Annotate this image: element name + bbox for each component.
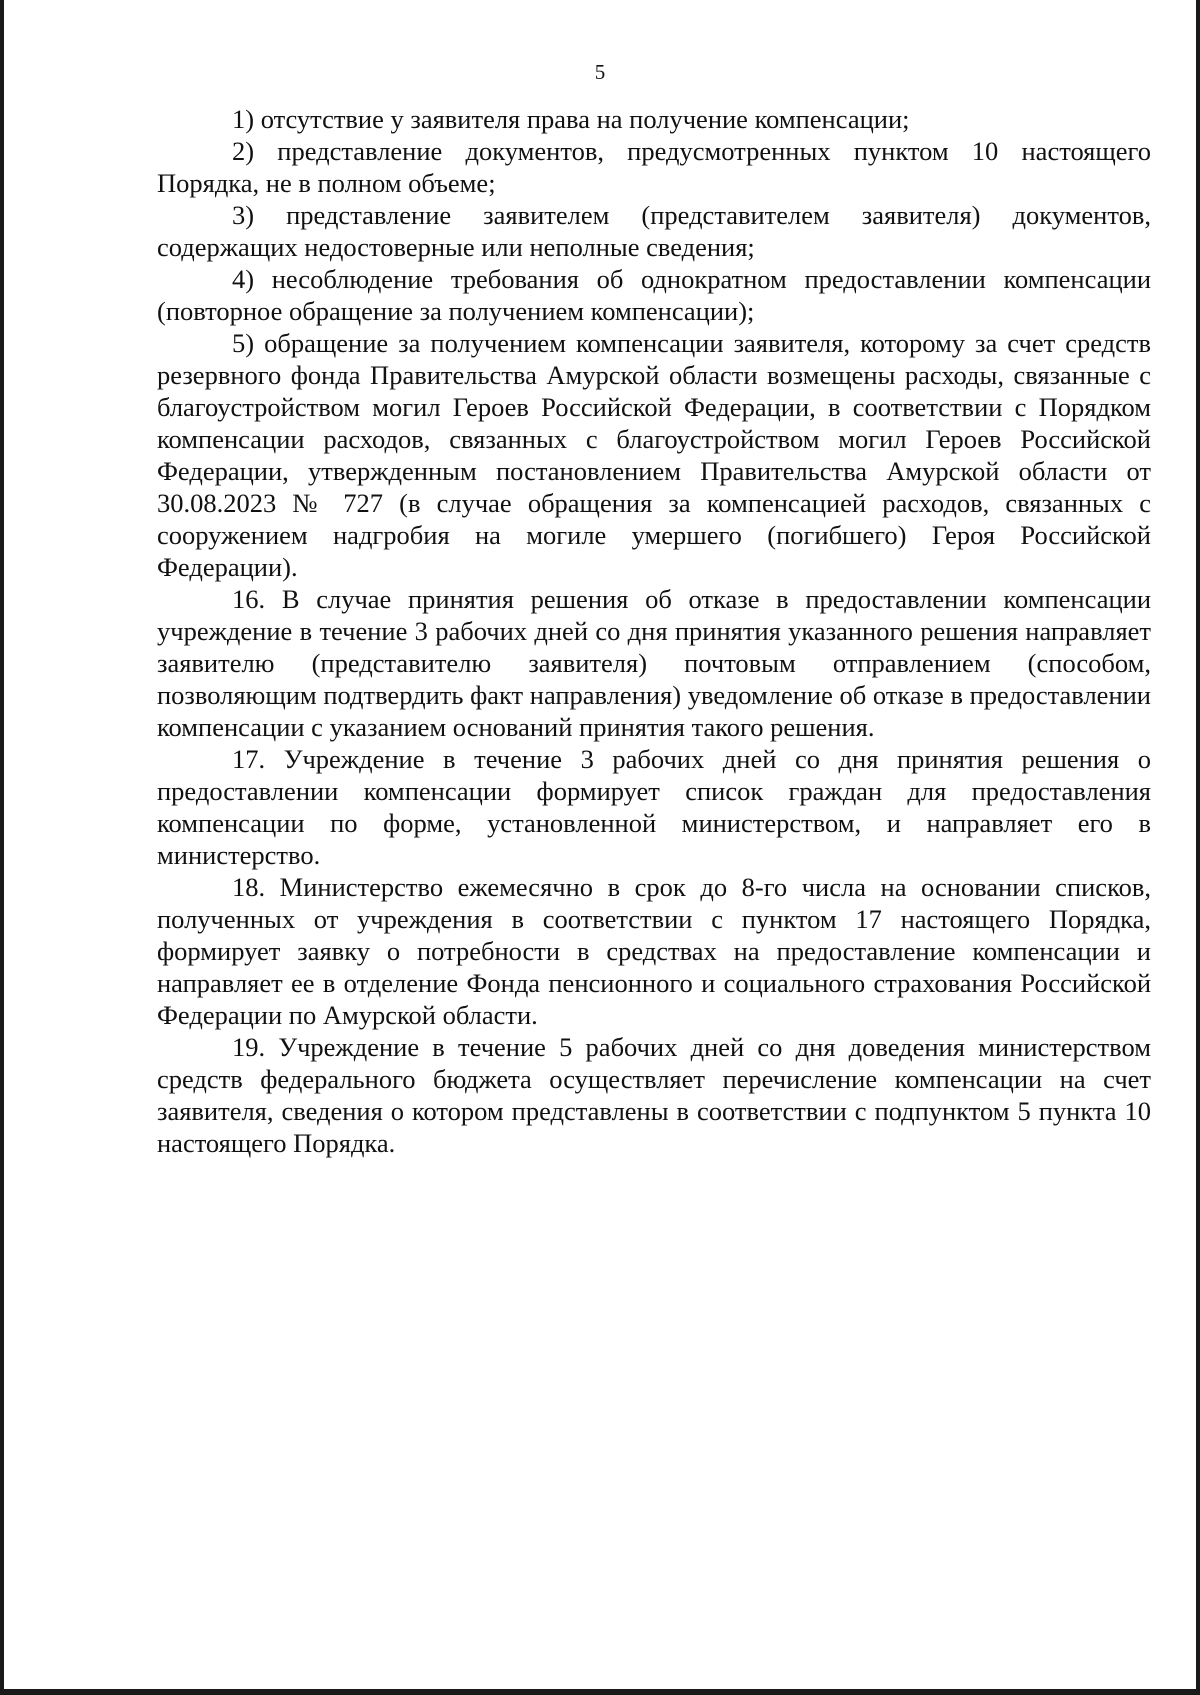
scan-edge-bottom	[0, 1689, 1200, 1695]
paragraph-item-3: 3) представление заявителем (представителем заявителя) документов, содержащих недостоверные или неполные сведения;	[157, 200, 1151, 262]
paragraph-clause-17: 17. Учреждение в течение 3 рабочих дней со дня принятия решения о предоставлении компенсации формирует список граждан для предоставления компенсации по форме, установленной министерством, и направляет его в министерство.	[157, 744, 1151, 870]
paragraph-item-4: 4) несоблюдение требования об однократном предоставлении компенсации (повторное обращение за получением компенсации);	[157, 264, 1151, 326]
scan-edge-left	[0, 0, 4, 1695]
paragraph-item-2: 2) представление документов, предусмотренных пунктом 10 настоящего Порядка, не в полном объеме;	[157, 136, 1151, 198]
page-number: 5	[594, 60, 606, 84]
scan-edge-right	[1196, 0, 1200, 1695]
document-body	[157, 103, 1151, 1159]
paragraph-item-1: 1) отсутствие у заявителя права на получение компенсации;	[232, 104, 910, 134]
paragraph-clause-16: 16. В случае принятия решения об отказе в предоставлении компенсации учреждение в течение 3 рабочих дней со дня принятия указанного решения направляет заявителю (представителю заявителя) почтовым отправлением (способом, позволяющим подтвердить факт направления) уведомление об отказе в предоставлении компенсации с указанием оснований принятия такого решения.	[157, 584, 1151, 742]
paragraph-item-5: 5) обращение за получением компенсации заявителя, которому за счет средств резервного фонда Правительства Амурской области возмещены расходы, связанные с благоустройством могил Героев Российской Федерации, в соответствии с Порядком компенсации расходов, связанных с благоустройством могил Героев Российской Федерации, утвержденным постановлением Правительства Амурской области от 30.08.2023 № 727 (в случае обращения за компенсацией расходов, связанных с сооружением надгробия на могиле умершего (погибшего) Героя Российской Федерации).	[157, 328, 1151, 582]
paragraph-clause-19: 19. Учреждение в течение 5 рабочих дней со дня доведения министерством средств федерального бюджета осуществляет перечисление компенсации на счет заявителя, сведения о котором представлены в соответствии с подпунктом 5 пункта 10 настоящего Порядка.	[157, 1032, 1151, 1158]
paragraph-clause-18: 18. Министерство ежемесячно в срок до 8-го числа на основании списков, полученных от учреждения в соответствии с пунктом 17 настоящего Порядка, формирует заявку о потребности в средствах на предоставление компенсации и направляет ее в отделение Фонда пенсионного и социального страхования Российской Федерации по Амурской области.	[157, 872, 1151, 1030]
